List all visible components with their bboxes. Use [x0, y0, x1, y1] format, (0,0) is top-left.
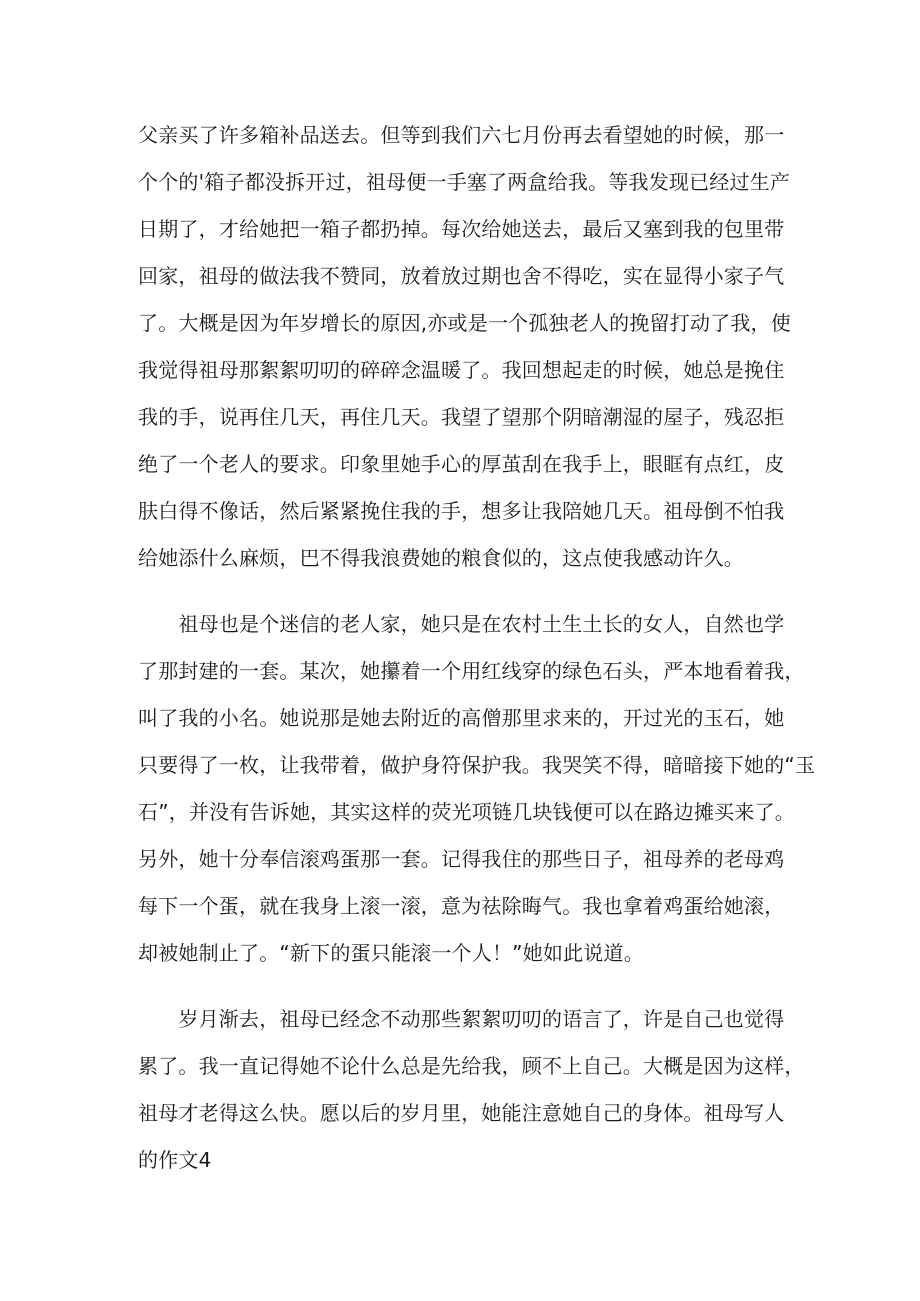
paragraph-spacer: [138, 977, 790, 996]
essay-body: [138, 112, 816, 1184]
text-line: 回家，祖母的做法我不赞同，放着放过期也舍不得吃，实在显得小家子气: [138, 264, 785, 288]
text-line: 却被她制止了。“新下的蛋只能滚一个人！”她如此说道。: [138, 941, 644, 965]
text-line: 给她添什么麻烦，巴不得我浪费她的粮食似的，这点使我感动许久。: [138, 546, 744, 570]
text-line: 的作文4: [138, 1148, 212, 1172]
text-line: 我觉得祖母那絮絮叨叨的碎碎念温暖了。我回想起走的时候，她总是挽住: [138, 358, 785, 382]
text-line: 祖母才老得这么快。愿以后的岁月里，她能注意她自己的身体。祖母写人: [138, 1101, 785, 1125]
text-line: 祖母也是个迷信的老人家，她只是在农村土生土长的女人，自然也学: [138, 612, 785, 636]
text-line: 了那封建的一套。某次，她攥着一个用红线穿的绿色石头，严本地看着我，: [138, 659, 805, 683]
text-line: 只要得了一枚，让我带着，做护身符保护我。我哭笑不得，暗暗接下她的“玉: [138, 753, 816, 777]
text-line: 石”，并没有告诉她，其实这样的荧光项链几块钱便可以在路边摊买来了。: [138, 800, 795, 824]
text-line: 日期了，才给她把一箱子都扔掉。每次给她送去，最后又塞到我的包里带: [138, 217, 785, 241]
paragraph-2: [138, 601, 816, 977]
text-line: 另外，她十分奉信滚鸡蛋那一套。记得我住的那些日子，祖母养的老母鸡: [138, 847, 785, 871]
paragraph-3: [138, 996, 805, 1184]
text-line: 累了。我一直记得她不论什么总是先给我，顾不上自己。大概是因为这样，: [138, 1054, 805, 1078]
text-line: 了。大概是因为年岁增长的原因,亦或是一个孤独老人的挽留打动了我，使: [138, 311, 791, 335]
text-line: 个个的'箱子都没拆开过，祖母便一手塞了两盒给我。等我发现已经过生产: [138, 170, 791, 194]
text-line: 绝了一个老人的要求。印象里她手心的厚茧刮在我手上，眼眶有点红，皮: [138, 452, 785, 476]
paragraph-spacer: [138, 582, 790, 601]
paragraph-1: [138, 112, 790, 582]
text-line: 岁月渐去，祖母已经念不动那些絮絮叨叨的语言了，许是自己也觉得: [138, 1007, 785, 1031]
text-line: 每下一个蛋，就在我身上滚一滚，意为祛除晦气。我也拿着鸡蛋给她滚，: [138, 894, 785, 918]
text-line: 我的手，说再住几天，再住几天。我望了望那个阴暗潮湿的屋子，残忍拒: [138, 405, 785, 429]
text-line: 父亲买了许多箱补品送去。但等到我们六七月份再去看望她的时候，那一: [138, 123, 785, 147]
text-line: 肤白得不像话，然后紧紧挽住我的手，想多让我陪她几天。祖母倒不怕我: [138, 499, 785, 523]
text-line: 叫了我的小名。她说那是她去附近的高僧那里求来的，开过光的玉石，她: [138, 706, 785, 730]
